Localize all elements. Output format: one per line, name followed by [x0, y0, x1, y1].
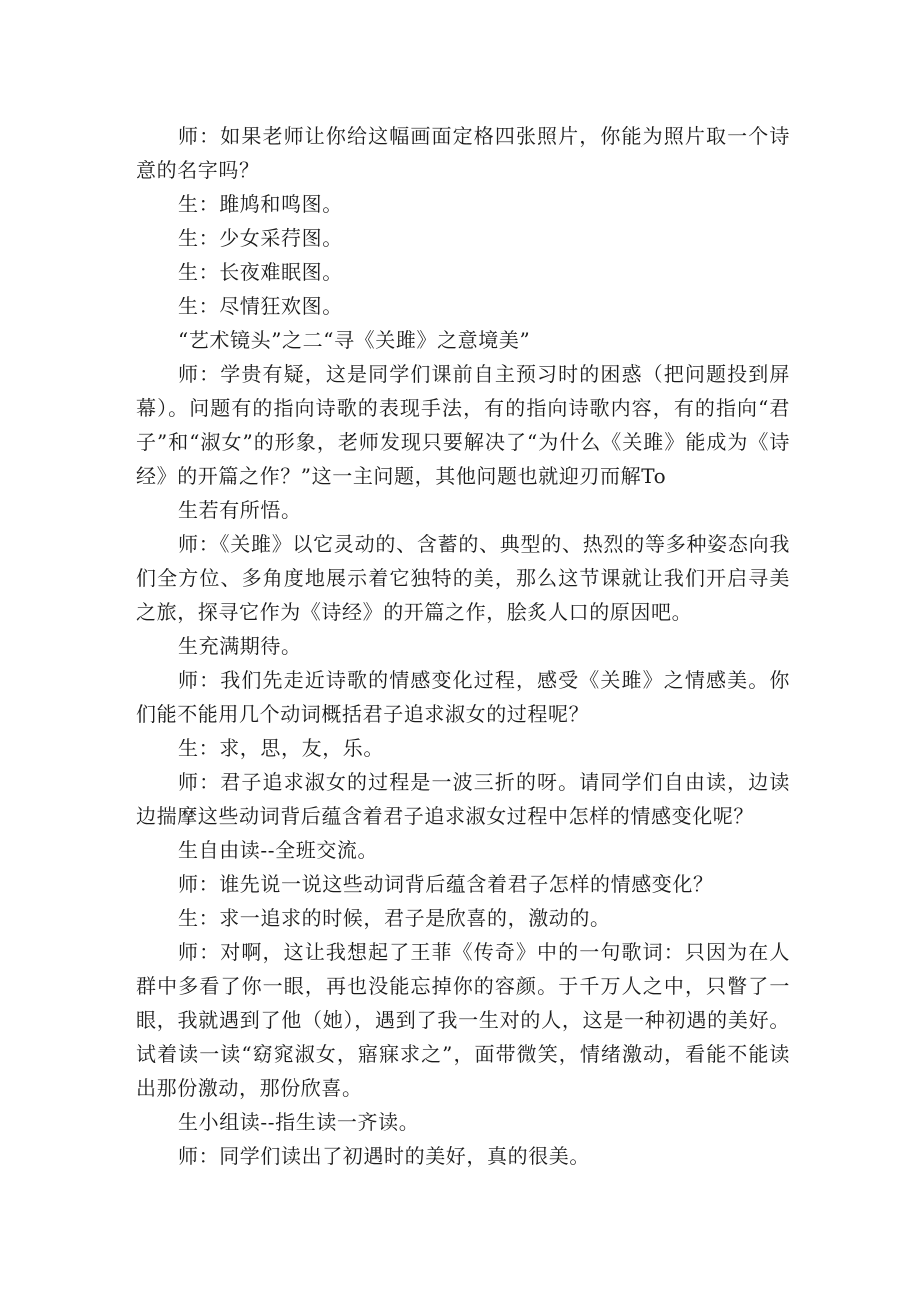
paragraph-student-group-read: 生小组读--指生读一齐读。 [178, 1110, 420, 1134]
paragraph-student-answer-3: 生：长夜难眠图。 [178, 260, 343, 284]
paragraph-student-free-read: 生自由读--全班交流。 [178, 838, 379, 862]
section-heading-art-lens-2: “艺术镜头”之二“寻《关雎》之意境美” [178, 328, 531, 352]
paragraph-teacher-praise: 师：同学们读出了初遇时的美好，真的很美。 [178, 1144, 590, 1168]
paragraph-teacher-main-question: 师：学贵有疑，这是同学们课前自主预习时的困惑（把问题投到屏幕）。问题有的指向诗歌的表现手法，有的指向诗歌内容，有的指向“君子”和“淑女”的形象，老师发现只要解决了“为什么《关雎》能成为《诗经》的开篇之作？”这一主问题，其他问题也就迎刃而解To [136, 362, 790, 488]
paragraph-teacher-emotion-verbs: 师：我们先走近诗歌的情感变化过程，感受《关雎》之情感美。你们能不能用几个动词概括君子追求淑女的过程呢？ [136, 668, 790, 726]
paragraph-teacher-beauty-journey: 师：《关雎》以它灵动的、含蓄的、典型的、热烈的等多种姿态向我们全方位、多角度地展示着它独特的美，那么这节课就让我们开启寻美之旅，探寻它作为《诗经》的开篇之作，脍炙人口的原因吧。 [136, 532, 790, 624]
paragraph-teacher-read-freely: 师：君子追求淑女的过程是一波三折的呀。请同学们自由读，边读边揣摩这些动词背后蕴含着君子追求淑女过程中怎样的情感变化呢？ [136, 770, 790, 828]
paragraph-student-pursuit: 生：求一追求的时候，君子是欣喜的，激动的。 [178, 906, 611, 930]
paragraph-teacher-legend-lyrics: 师：对啊，这让我想起了王菲《传奇》中的一句歌词：只因为在人群中多看了你一眼，再也没能忘掉你的容颜。于千万人之中，只瞥了一眼，我就遇到了他（她），遇到了我一生对的人，这是一种初遇的美好。试着读一读“窈窕淑女，寤寐求之”，面带微笑，情绪激动，看能不能读出那份激动，那份欣喜。 [136, 940, 790, 1100]
paragraph-student-answer-1: 生：雎鸠和鸣图。 [178, 192, 343, 216]
paragraph-student-expectation: 生充满期待。 [178, 634, 302, 658]
paragraph-student-answer-4: 生：尽情狂欢图。 [178, 294, 343, 318]
paragraph-teacher-question-photos: 师：如果老师让你给这幅画面定格四张照片，你能为照片取一个诗意的名字吗？ [136, 124, 790, 182]
paragraph-student-realize: 生若有所悟。 [178, 498, 302, 522]
paragraph-teacher-who-first: 师：谁先说一说这些动词背后蕴含着君子怎样的情感变化？ [178, 872, 714, 896]
paragraph-student-answer-2: 生：少女采荇图。 [178, 226, 343, 250]
paragraph-student-verbs: 生：求，思，友，乐。 [178, 736, 384, 760]
